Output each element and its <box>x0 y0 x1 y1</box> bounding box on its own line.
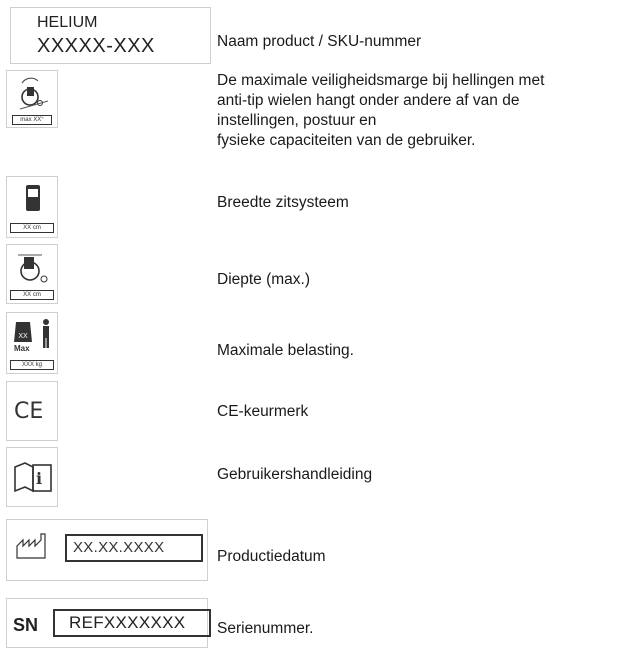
seat-depth-description: Diepte (max.) <box>217 271 311 288</box>
product-name: HELIUM <box>37 14 98 31</box>
seat-depth-label: XX cm <box>10 290 54 300</box>
serial-number-description: Serienummer. <box>217 620 314 637</box>
manual-description: Gebruikershandleiding <box>217 466 373 483</box>
max-load-symbol <box>6 312 58 374</box>
seat-width-symbol <box>6 176 58 238</box>
ce-description: CE-keurmerk <box>217 403 309 420</box>
ce-symbol <box>6 381 58 441</box>
serial-number-sn: SN <box>13 615 39 635</box>
production-date-symbol <box>6 519 208 581</box>
slope-description <box>217 71 544 151</box>
seat-width-icon <box>8 181 58 221</box>
max-load-max-text: Max <box>14 344 30 353</box>
seat-depth-icon <box>8 247 58 289</box>
slope-description-line: anti-tip wielen hangt onder andere af van de <box>217 92 520 109</box>
seat-depth-symbol <box>6 244 58 304</box>
max-load-description: Maximale belasting. <box>217 342 354 359</box>
production-date-description: Productiedatum <box>217 548 326 565</box>
manual-info-letter: i <box>36 469 43 488</box>
seat-width-description: Breedte zitsysteem <box>217 194 349 211</box>
slope-label: max XX° <box>12 115 52 125</box>
wheelchair-slope-icon <box>8 75 58 115</box>
ce-mark-icon: CE <box>14 399 44 424</box>
slope-description-line: fysieke capaciteiten van de gebruiker. <box>217 132 476 149</box>
seat-width-label: XX cm <box>10 223 54 233</box>
max-load-label: XXX kg <box>10 360 54 370</box>
product-name-description: Naam product / SKU-nummer <box>217 33 422 50</box>
manual-symbol <box>6 447 58 507</box>
manual-icon <box>11 461 55 495</box>
slope-symbol <box>6 70 58 128</box>
sku-number: XXXXX-XXX <box>37 35 155 57</box>
slope-description-line: De maximale veiligheidsmarge bij hellingen met <box>217 72 545 89</box>
serial-number-symbol <box>6 598 208 648</box>
product-name-label <box>10 7 211 64</box>
slope-description-line: instellingen, postuur en <box>217 112 377 129</box>
max-load-weight: XX <box>18 333 28 340</box>
production-date-value: XX.XX.XXXX <box>65 534 203 562</box>
factory-icon <box>15 532 51 562</box>
serial-number-value: REFXXXXXXX <box>53 609 211 637</box>
